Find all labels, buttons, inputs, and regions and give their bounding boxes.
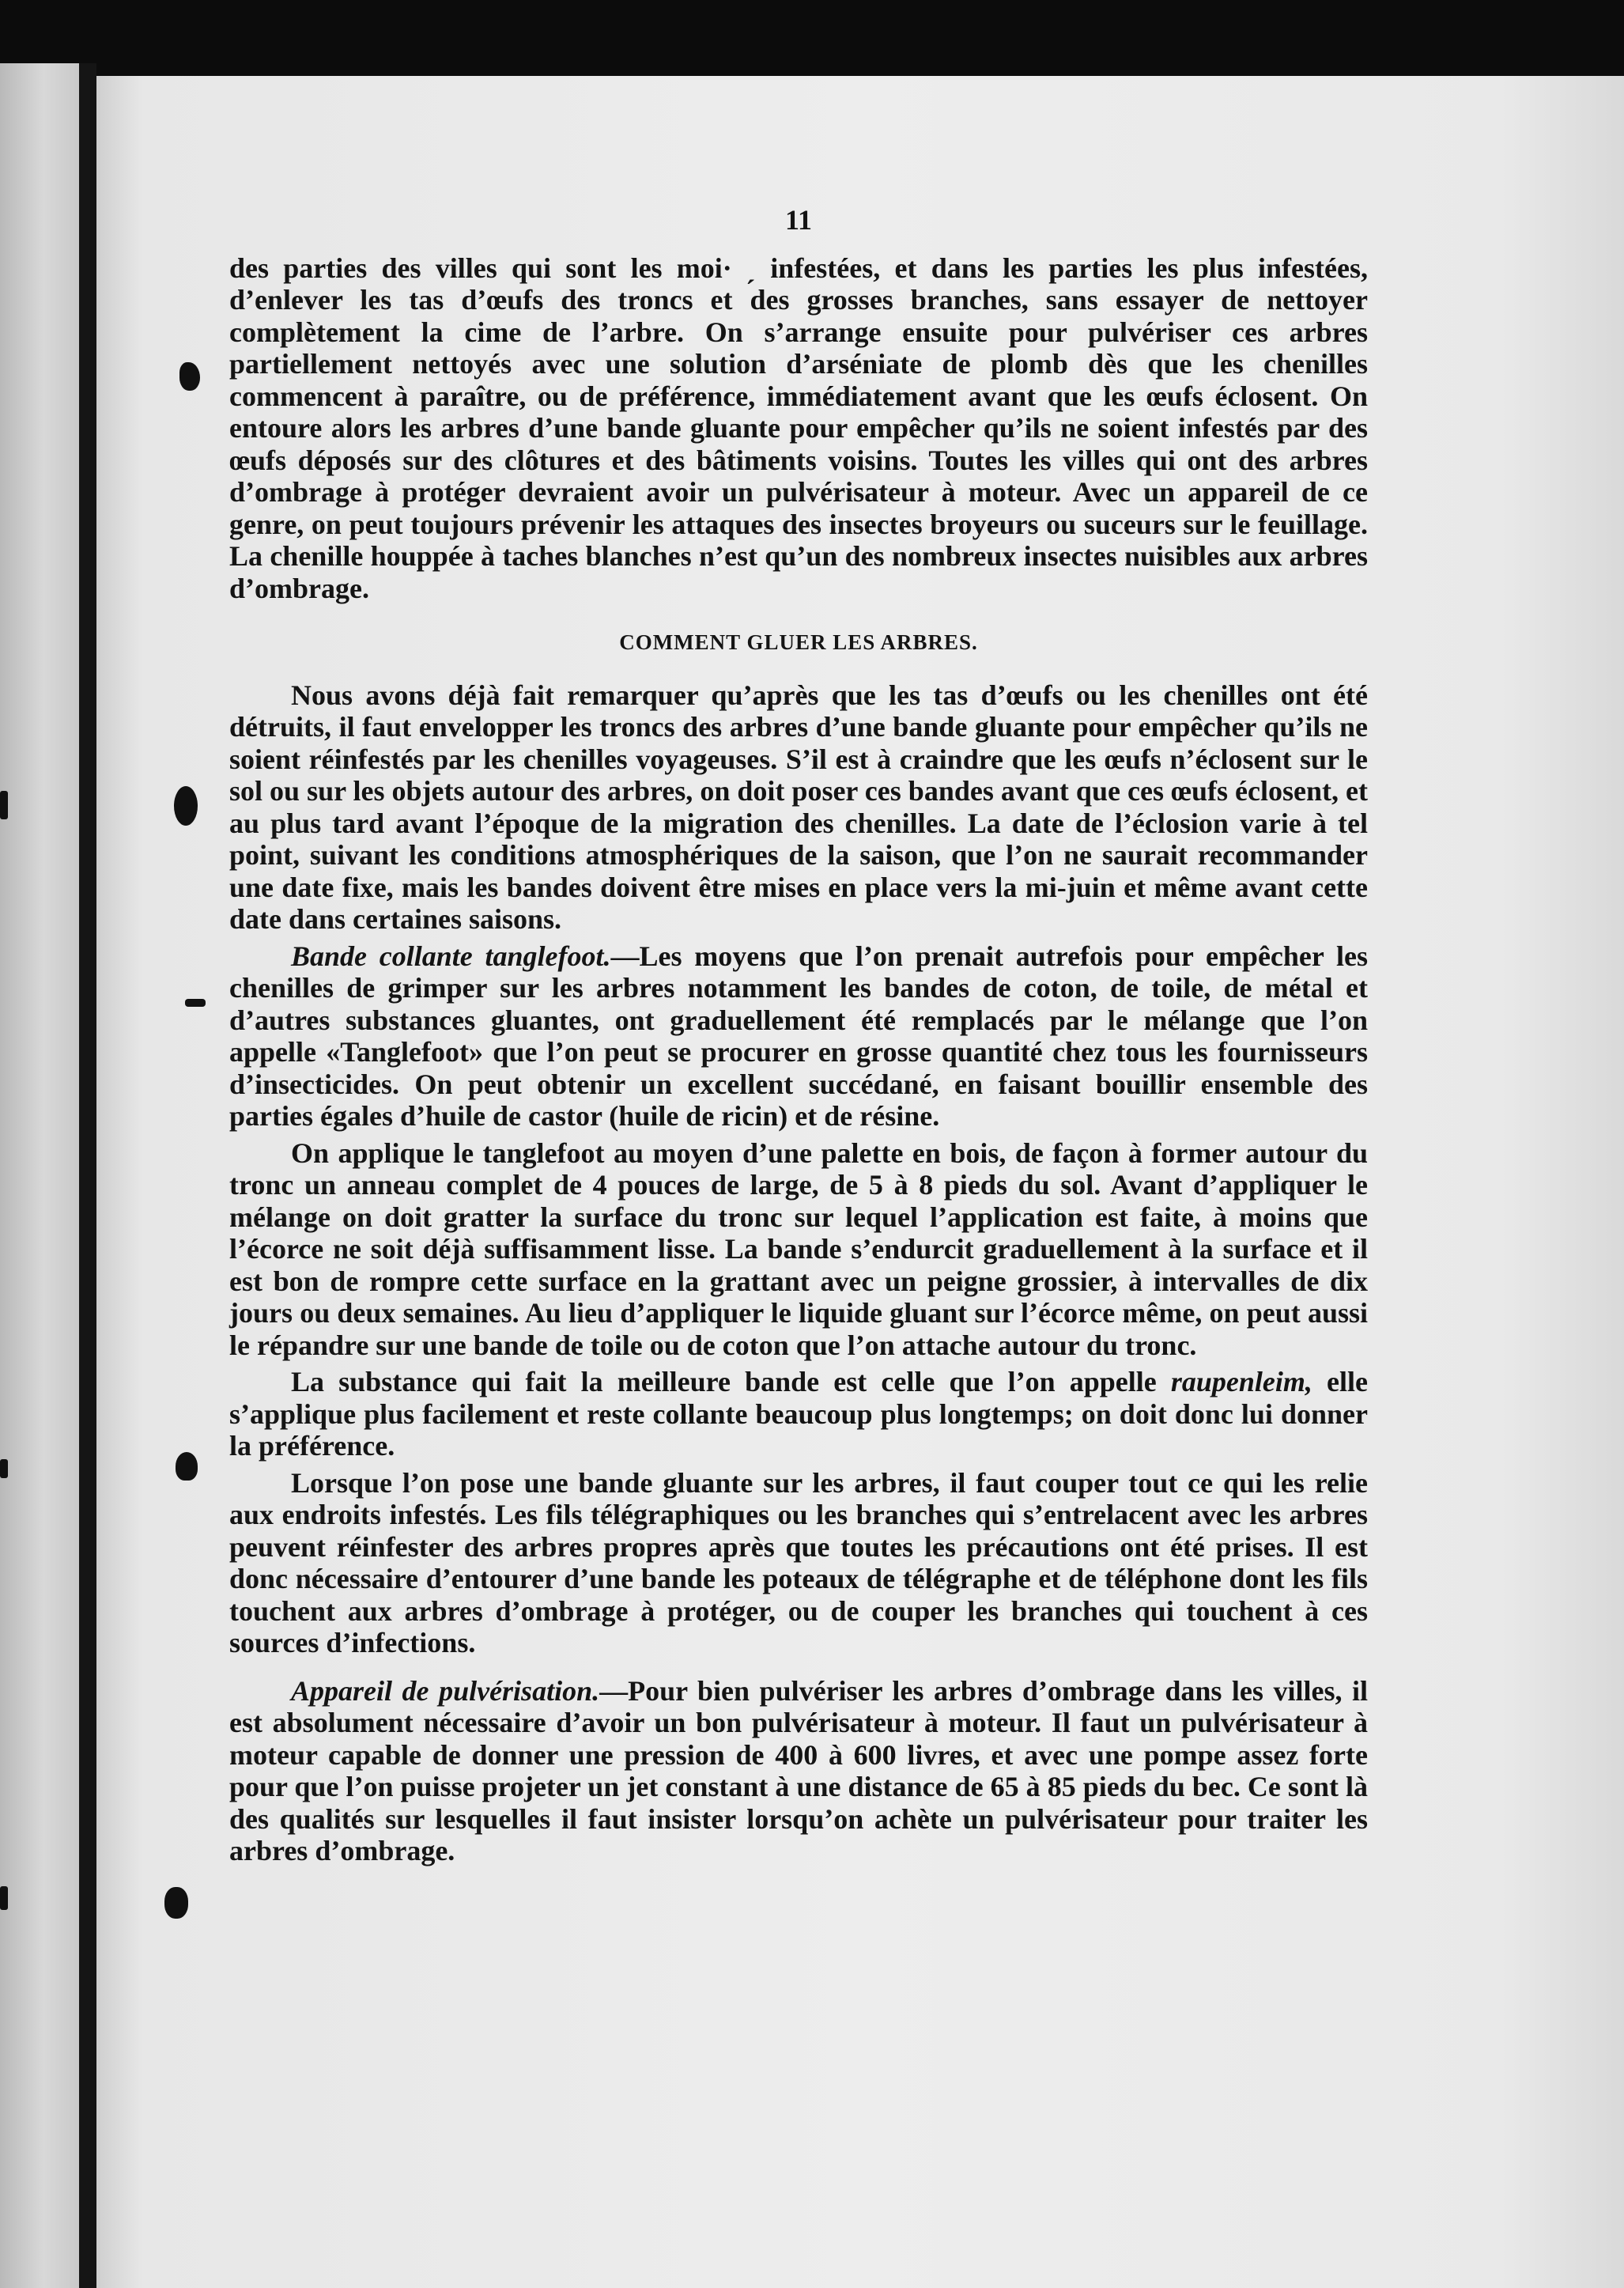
adjacent-page-edge: [0, 63, 79, 2288]
paragraph-7: [229, 1675, 1368, 1867]
paragraph-1: des parties des villes qui sont les moi· ˏ infestées, et dans les parties les plus infestées, d’enlever les tas d’œufs des troncs et des grosses branches, sans essayer de nettoyer complètement la cime de l’arbre. On s’arrange ensuite pour pulvériser ces arbres partiellement nettoyés avec une solution d’arséniate de plomb dès que les chenilles commencent à paraître, ou de préférence, immédiatement avant que les œufs éclosent. On entoure alors les arbres d’une bande gluante pour empêcher qu’ils ne soient infestés par des œufs déposés sur des clôtures et des bâtiments voisins. Toutes les villes qui ont des arbres d’ombrage à protéger devraient avoir un pulvérisateur à moteur. Avec un appareil de ce genre, on peut toujours prévenir les attaques des insectes broyeurs ou suceurs sur le feuillage. La chenille houppée à taches blanches n’est qu’un des nombreux insectes nuisibles aux arbres d’ombrage.: [229, 251, 1368, 604]
page-text: [229, 204, 1368, 1867]
paragraph-5: [229, 1366, 1368, 1462]
paragraph-2: Nous avons déjà fait remarquer qu’après que les tas d’œufs ou les chenilles ont été détruits, il faut envelopper les troncs des arbres d’une bande gluante pour empêcher qu’ils ne soient réinfestés par les chenilles voyageuses. S’il est à craindre que les œufs n’éclosent sur le sol ou sur les objets autour des arbres, on doit poser ces bandes avant que ces œufs éclosent, et au plus tard avant l’époque de la migration des chenilles. La date de l’éclosion varie à tel point, suivant les conditions atmosphériques de la saison, que l’on ne saurait recommander une date fixe, mais les bandes doivent être mises en place vers la mi-juin et même avant cette date dans certaines saisons.: [229, 679, 1368, 935]
paragraph-4: On applique le tanglefoot au moyen d’une palette en bois, de façon à former autour du tronc un anneau complet de 4 pouces de large, de 5 à 8 pieds du sol. Avant d’appliquer le mélange on doit gratter la surface du tronc sur lequel l’application est faite, à moins que l’écorce ne soit déjà suffisamment lisse. La bande s’endurcit graduellement à la surface et il est bon de rompre cette surface en la grattant avec un peigne grossier, à intervalles de dix jours ou deux semaines. Au lieu d’appliquer le liquide gluant sur l’écorce même, on peut aussi le répandre sur une bande de toile ou de coton que l’on attache autour du tronc.: [229, 1136, 1368, 1361]
paragraph-7-lead: Appareil de pulvérisation.: [291, 1674, 600, 1707]
margin-mark-4: [176, 1452, 198, 1481]
page-number: 11: [784, 204, 812, 236]
paragraph-5-italic: raupenleim,: [1170, 1366, 1312, 1397]
margin-mark-5: [164, 1887, 188, 1919]
paragraph-3-lead: Bande collante tanglefoot.: [291, 940, 611, 972]
margin-mark-2: [174, 786, 198, 826]
edge-mark-2: [0, 1459, 8, 1478]
margin-mark-3: [185, 999, 206, 1007]
paragraph-7-body: —Pour bien pulvériser les arbres d’ombrage dans les villes, il est absolument nécessaire d’avoir un bon pulvérisateur à moteur. Il faut un pulvérisateur à moteur capable de donner une pression de 400 à 600 livres, et avec une pompe assez forte pour que l’on puisse projeter un jet constant à une distance de 65 à 85 pieds du bec. Ce sont là des qualités sur lesquelles il faut insister lorsqu’on achète un pulvérisateur pour traiter les arbres d’ombrage.: [229, 1674, 1369, 1866]
section-heading: COMMENT GLUER LES ARBRES.: [619, 630, 978, 654]
paragraph-3: [229, 940, 1368, 1133]
paragraph-3-body: —Les moyens que l’on prenait autrefois pour empêcher les chenilles de grimper sur les arbres notamment les bandes de coton, de toile, de métal et d’autres substances gluantes, ont graduellement été remplacés par le mélange que l’on appelle «Tanglefoot» que l’on peut se procurer en grosse quantité chez tous les fournisseurs d’insecticides. On peut obtenir un excellent succédané, en faisant bouillir ensemble des parties égales d’huile de castor (huile de ricin) et de résine.: [229, 940, 1368, 1132]
paragraph-5-before: La substance qui fait la meilleure bande est celle que l’on appelle: [291, 1366, 1171, 1397]
paragraph-5-after: elle s’applique plus facilement et reste collante beaucoup plus longtemps; on doit donc lui donner la préférence.: [229, 1366, 1368, 1462]
edge-mark-1: [0, 791, 8, 819]
edge-mark-3: [0, 1886, 8, 1910]
page-gutter: [79, 63, 96, 2288]
margin-mark-1: [179, 362, 200, 391]
paragraph-6: Lorsque l’on pose une bande gluante sur les arbres, il faut couper tout ce qui les relie aux endroits infestés. Les fils télégraphiques ou les branches qui s’entrelacent avec les arbres peuvent réinfester des arbres propres après que toutes les précautions ont été prises. Il est donc nécessaire d’entourer d’une bande les poteaux de télégraphe et de téléphone dont les fils touchent aux arbres d’ombrage à protéger, ou de couper les branches qui touchent à ces sources d’infections.: [229, 1466, 1368, 1658]
